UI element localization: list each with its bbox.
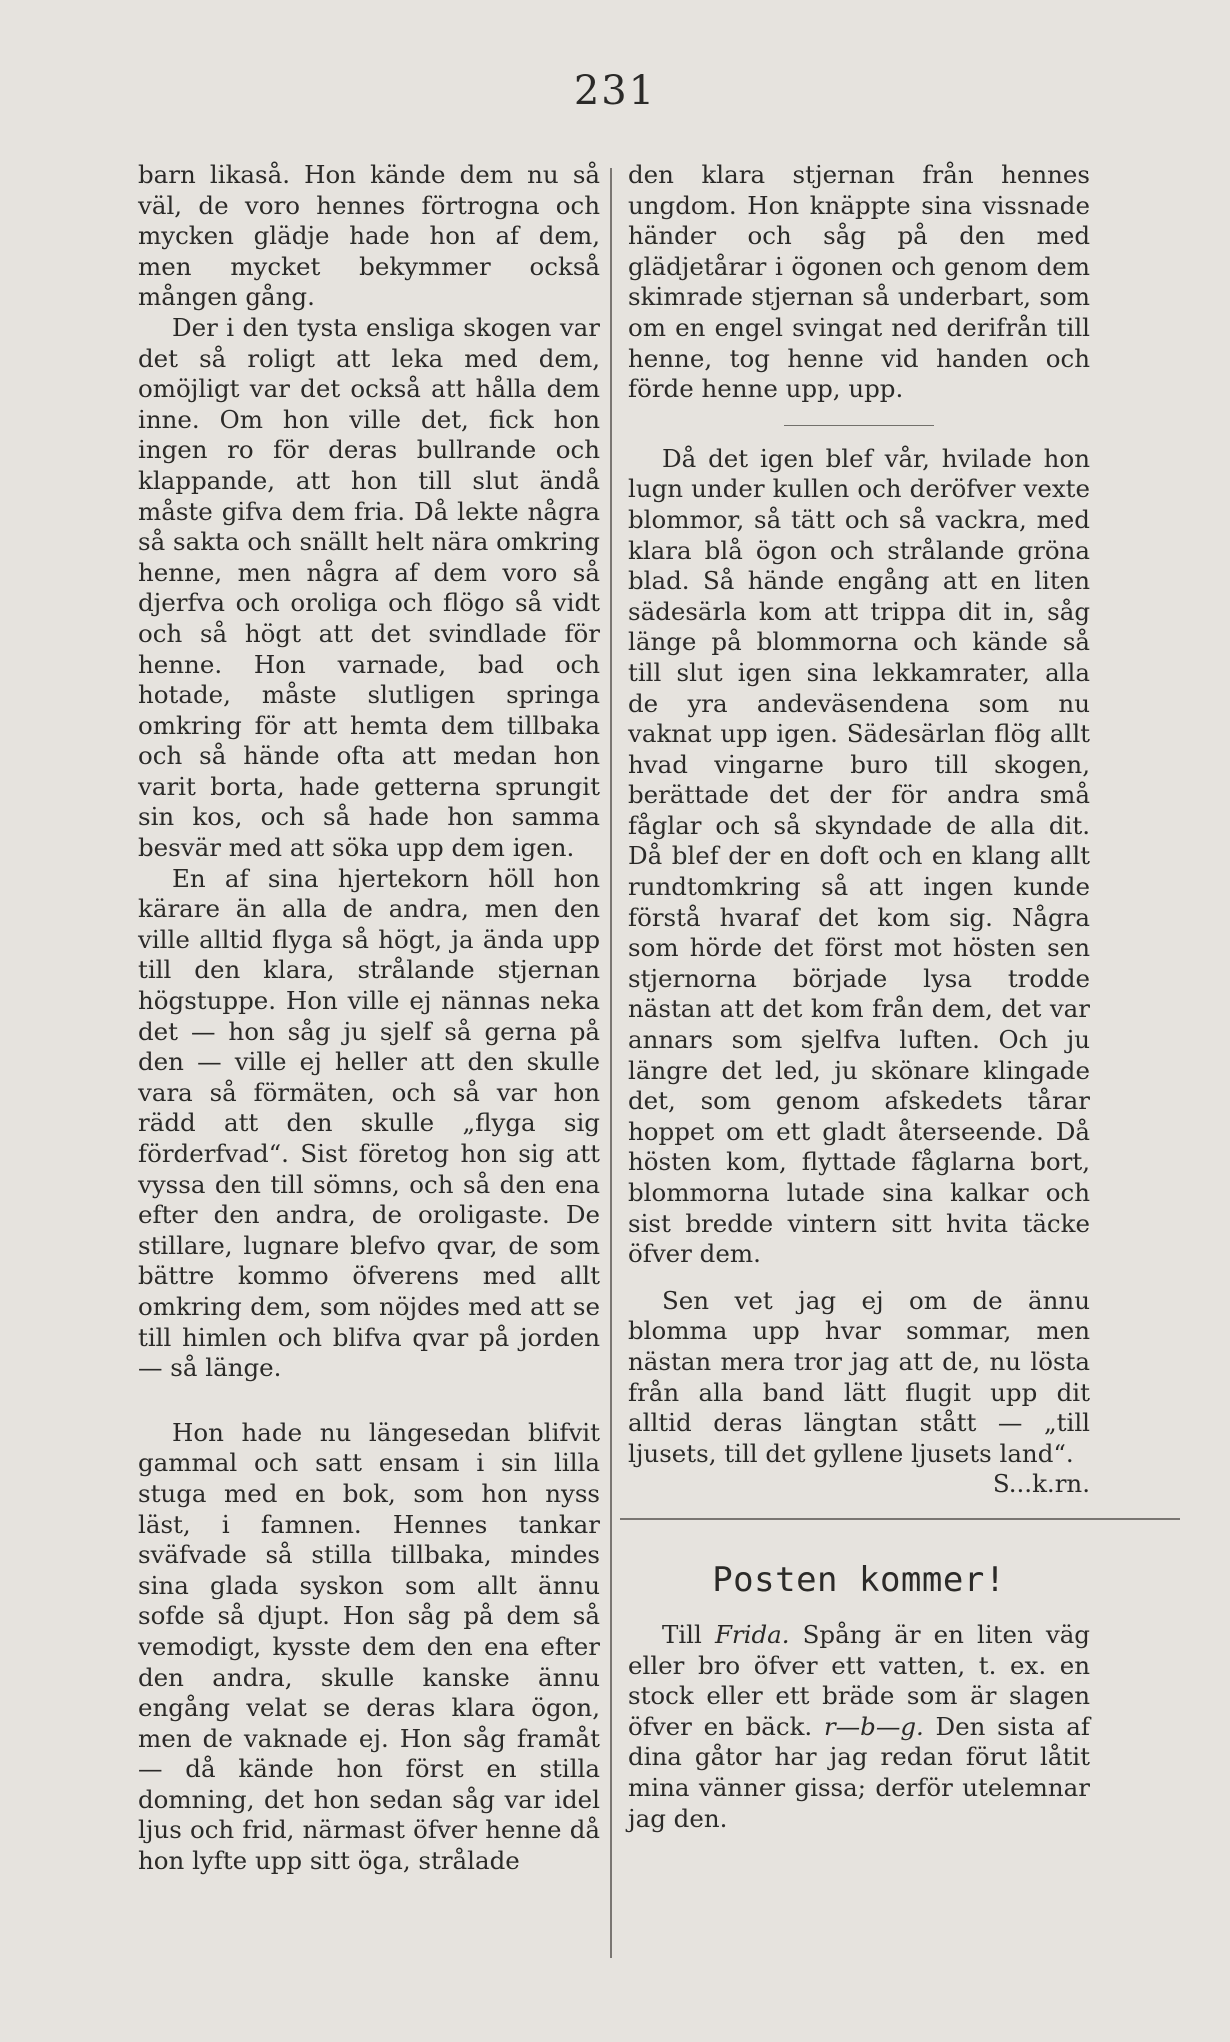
paragraph-right-1: den klara stjernan från hennes ungdom. Hon knäppte sina vissnade händer och såg på den med glädjetårar i ögonen och genom dem skimrade stjernan så underbart, som om en engel svingat ned derifrån till henne, tog henne vid handen och förde henne upp, upp. [628,160,1090,404]
paragraph-right-2: Då det igen blef vår, hvilade hon lugn under kullen och deröfver vexte blommor, så tätt och så vackra, med klara blå ögon och strålande gröna blad. Så hände engång att en liten sädesärla kom att trippa dit in, såg länge på blommorna och kände så till slut igen sina lekkamrater, alla de yra andeväsendena som nu vaknat upp igen. Sädesärlan flög allt hvad vingarne buro till skogen, berättade det der för andra små fåglar och så skyndade de alla dit. Då blef der en doft och en klang allt rundtomkring så att ingen kunde förstå hvaraf det kom sig. Några som hörde det först mot hösten sen stjernorna började lysa trodde nästan att det kom från dem, det var annars som sjelfva luften. Och ju längre det led, ju skönare klingade det, som genom afskedets tårar hoppet om ett gladt återseende. Då hösten kom, flyttade fåglarna bort, blommorna lutade sina kalkar och sist bredde vintern sitt hvita täcke öfver dem. [628,443,1090,1269]
letter-prefix: Till [662,1619,702,1649]
riddle-answer: r—b—g. [823,1711,924,1741]
paragraph-right-3: Sen vet jag ej om de ännu blomma upp hvar sommar, men nästan mera tror jag att de, nu lösta från alla band lätt flugit upp dit alltid deras längtan stått — „till ljusets, till det gyllene ljusets land“. [628,1285,1090,1468]
paragraph-left-1: barn likaså. Hon kände dem nu så väl, de voro hennes förtrogna och mycken glädje hade hon af dem, men mycket bekymmer också mången gång. [138,160,600,312]
paragraph-left-3: En af sina hjertekorn höll hon kärare än alla de andra, men den ville alltid flyga så högt, ja ända upp till den klara, strålande stjernan högstuppe. Hon ville ej nännas neka det — hon såg ju sjelf så gerna på den — ville ej heller att den skulle vara så förmäten, och så var hon rädd att den skulle „flyga sig förderfvad“. Sist företog hon sig att vyssa den till sömns, och så den ena efter den andra, de oroligaste. De stillare, lugnare blefvo qvar, de som bättre kommo öfverens med allt omkring dem, som nöjdes med att se till himlen och blifva qvar på jorden — så länge. [138,863,600,1383]
letter-tail: Den sista af dina gåtor har jag redan förut låtit mina vänner gissa; derför utelemnar jag den. [628,1711,1090,1833]
signature: S...k.rn. [992,1469,1090,1499]
paragraph-left-2: Der i den tysta ensliga skogen var det så roligt att leka med dem, omöjligt var det också att hålla dem inne. Om hon ville det, fick hon ingen ro för deras bullrande och klappande, att hon till slut ändå måste gifva dem fria. Då lekte några så sakta och snällt helt nära omkring henne, men några af dem voro så djerfva och oroliga och flögo så vidt och så högt att det svindlade för henne. Hon varnade, bad och hotade, måste slutligen springa omkring för att hemta dem tillbaka och så hände ofta att medan hon varit borta, hade getterna sprungit sin kos, och så hade hon samma besvär med att söka upp dem igen. [138,312,600,863]
letter-paragraph [628,1620,1090,1834]
section-separator [784,425,934,426]
right-column [628,160,1090,1834]
paragraph-left-4: Hon hade nu längesedan blifvit gammal och satt ensam i sin lilla stuga med en bok, som hon nyss läst, i famnen. Hennes tankar sväfvade så stilla tillbaka, mindes sina glada syskon som allt ännu sofde så djupt. Hon såg på dem så vemodigt, kysste dem den ena efter den andra, skulle kanske ännu engång velat se deras klara ögon, men de vaknade ej. Hon såg framåt — då kände hon först en stilla domning, det hon sedan såg var idel ljus och frid, närmast öfver henne då hon lyfte upp sitt öga, strålade [138,1417,600,1876]
signature-line [628,1469,1090,1500]
left-column [138,160,600,1877]
article-separator [620,1518,1180,1520]
letter-body: Spång är en liten väg eller bro öfver ett vatten, t. ex. en stock eller ett bräde som är slagen öfver en bäck. [628,1619,1090,1741]
letter-addressee: Frida. [714,1619,790,1649]
section-heading: Posten kommer! [712,1559,1006,1600]
column-divider [610,168,612,1958]
page-number: 231 [573,68,657,114]
